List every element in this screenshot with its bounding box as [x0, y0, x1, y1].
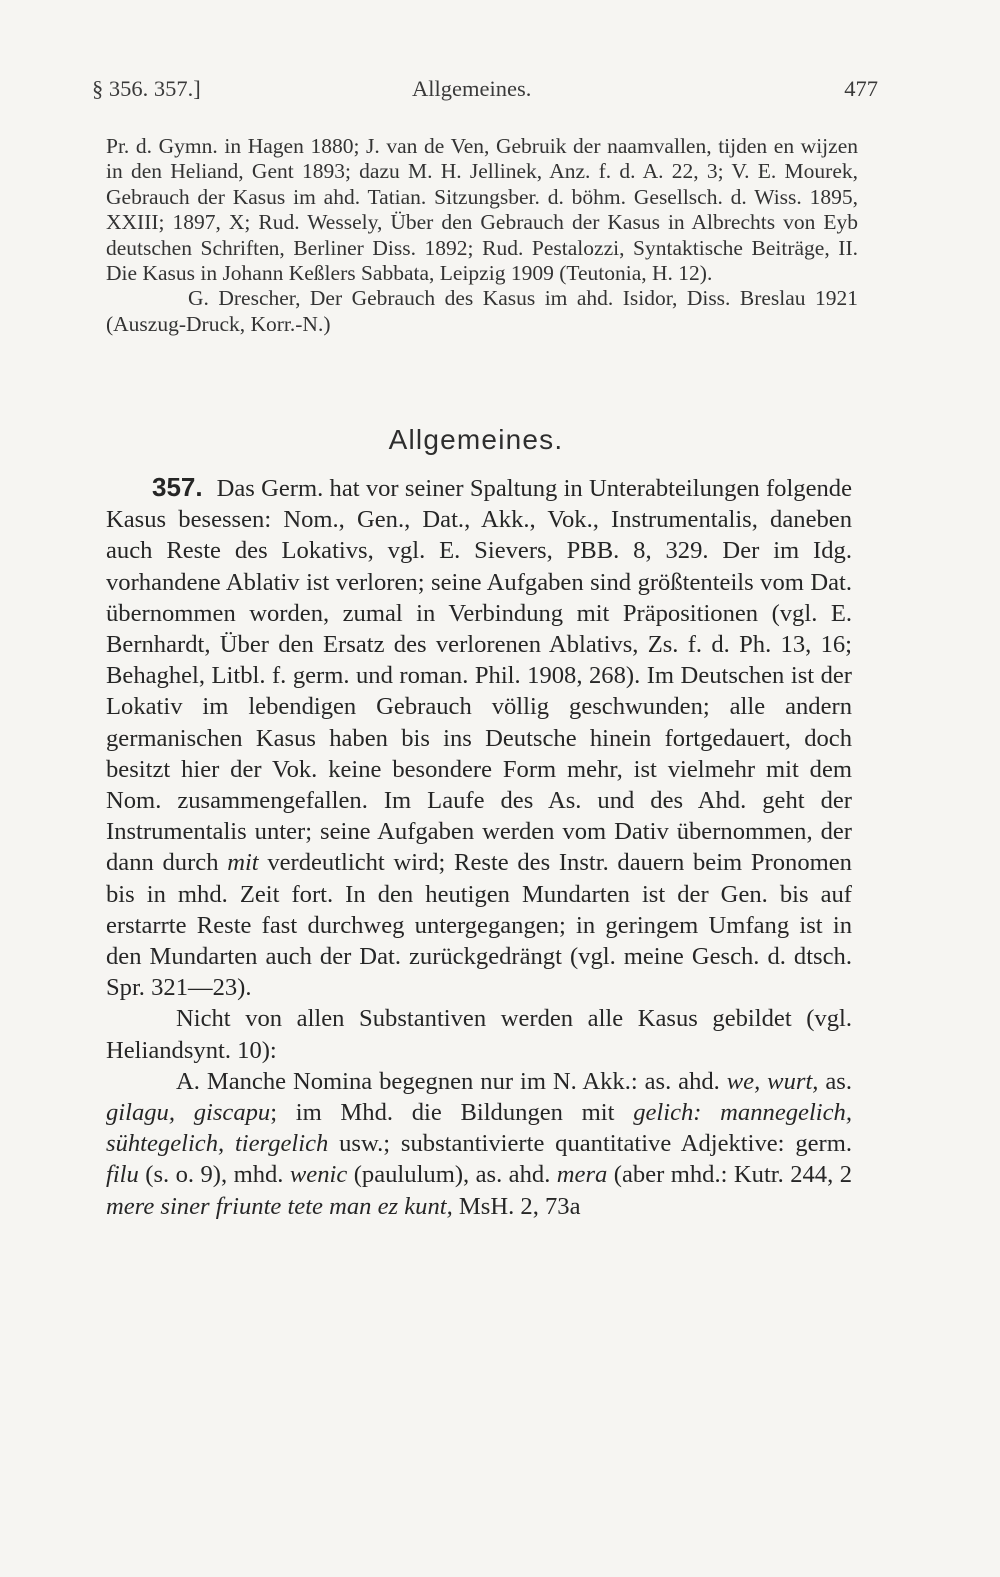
italic-term: we, wurt,	[726, 1067, 819, 1095]
header-section-ref: § 356. 357.]	[92, 76, 201, 101]
main-text	[106, 472, 852, 1222]
section-number: 357.	[152, 472, 203, 502]
paragraph-text: Das Germ. hat vor seiner Spaltung in Unterabteilungen folgende Kasus besessen: Nom., Gen., Dat., Akk., Vok., Instrumentalis, daneben auch Reste des Lokativs, vgl. E. Sievers, PBB. 8, 329. Der im Idg. vorhandene Ablativ ist verloren; seine Aufgaben sind größtenteils vom Dat. übernommen worden, zumal in Verbindung mit Präpositionen (vgl. E. Bernhardt, Über den Ersatz des verlorenen Ablativs, Zs. f. d. Ph. 13, 16; Behaghel, Litbl. f. germ. und roman. Phil. 1908, 268). Im Deutschen ist der Lokativ im lebendigen Gebrauch völlig geschwunden; alle andern germanischen Kasus haben bis ins Deutsche hinein fortgedauert, doch besitzt hier der Vok. keine besondere Form mehr, ist vielmehr mit dem Nom. zusammengefallen. Im Laufe des As. und des Ahd. geht der Instrumentalis unter; seine Aufgaben werden vom Dativ übernommen, der dann durch	[106, 475, 852, 877]
bibliography-paragraph: Pr. d. Gymn. in Hagen 1880; J. van de Ven, Gebruik der naamvallen, tijden en wijzen in den Heliand, Gent 1893; dazu M. H. Jellinek, Anz. f. d. A. 22, 3; V. E. Mourek, Gebrauch der Kasus im ahd. Tatian. Sitzungsber. d. böhm. Gesellsch. d. Wiss. 1895, XXIII; 1897, X; Rud. Wessely, Über den Gebrauch der Kasus in Albrechts von Eyb deutschen Schriften, Berliner Diss. 1892; Rud. Pestalozzi, Syntaktische Beiträge, II. Die Kasus in Johann Keßlers Sabbata, Leipzig 1909 (Teutonia, H. 12).	[106, 134, 858, 286]
body-paragraph	[106, 472, 852, 1003]
italic-term: filu	[106, 1161, 139, 1189]
section-heading: Allgemeines.	[388, 424, 564, 455]
body-paragraph	[106, 1066, 852, 1222]
page-number: 477	[844, 76, 878, 101]
header-title: Allgemeines.	[412, 76, 532, 101]
paragraph-text: (paululum), as. ahd.	[353, 1161, 551, 1189]
paragraph-text: usw.; substantivierte quantitative Adjektive: germ.	[339, 1130, 852, 1158]
paragraph-text: as.	[825, 1067, 853, 1095]
italic-term: mere siner friunte tete man ez kunt,	[106, 1192, 453, 1220]
paragraph-text: ; im Mhd. die Bildungen mit	[270, 1099, 615, 1127]
paragraph-text: A. Manche Nomina begegnen nur im N. Akk.: as. ahd.	[176, 1067, 720, 1095]
bibliography-paragraph: G. Drescher, Der Gebrauch des Kasus im ahd. Isidor, Diss. Breslau 1921 (Auszug-Druck, Korr.-N.)	[106, 286, 858, 336]
paragraph-text: MsH. 2, 73a	[458, 1192, 581, 1220]
bibliography-block	[106, 134, 858, 337]
running-header	[92, 76, 878, 108]
paragraph-text: (s. o. 9), mhd.	[145, 1161, 284, 1189]
paragraph-text: (aber mhd.: Kutr. 244, 2	[613, 1161, 852, 1189]
italic-term: gilagu, giscapu	[106, 1099, 271, 1127]
italic-term: mit	[227, 849, 259, 877]
body-paragraph: Nicht von allen Substantiven werden alle Kasus gebildet (vgl. Heliandsynt. 10):	[106, 1005, 852, 1064]
italic-term: gelich: mannegelich, sühtegelich, tiergelich	[106, 1099, 852, 1158]
paragraph-text: verdeutlicht wird; Reste des Instr. dauern beim Pronomen bis in mhd. Zeit fort. In den heutigen Mundarten ist der Gen. bis auf erstarrte Reste fast durchweg untergegangen; in geringem Umfang ist in den Mundarten auch der Dat. zurückgedrängt (vgl. meine Gesch. d. dtsch. Spr. 321—23).	[106, 849, 852, 1002]
italic-term: wenic	[289, 1161, 348, 1189]
italic-term: mera	[556, 1161, 608, 1189]
